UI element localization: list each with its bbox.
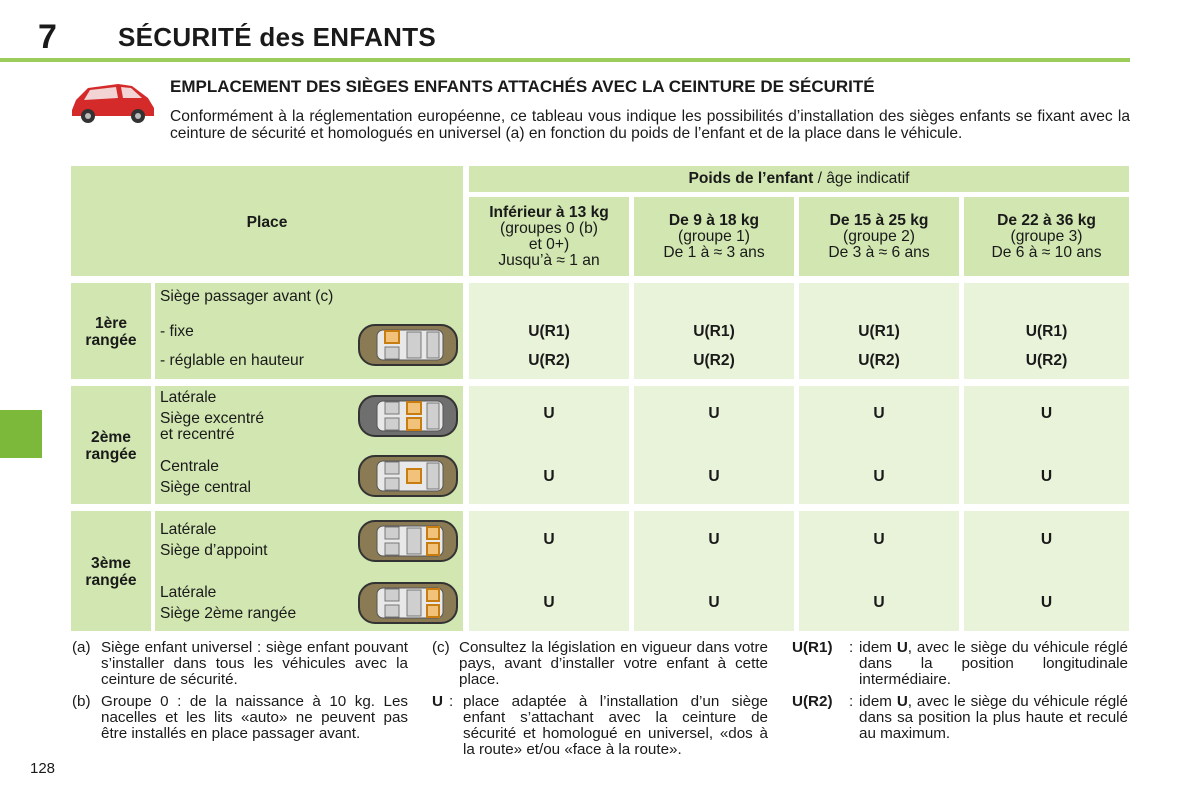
footnote-a: (a) Siège enfant universel : siège enfant pouvant s’installer dans tous les véhicules avec la ceinture de sécurité. xyxy=(72,639,408,688)
group-header-3: De 22 à 36 kg (groupe 3) De 6 à ≈ 10 ans xyxy=(964,197,1129,276)
chapter-title: SÉCURITÉ des ENFANTS xyxy=(118,22,437,52)
seat-lateral-label-2: Latérale xyxy=(160,584,217,601)
seat-diagram-row3-appoint-icon xyxy=(355,517,461,565)
value-r2a-g1: U xyxy=(708,405,720,422)
value-r2b-g3: U xyxy=(1040,468,1053,485)
row-label-cell-1 xyxy=(71,283,151,379)
value-r3a-g2: U xyxy=(873,531,885,548)
value-r1-reglable-g0: U(R2) xyxy=(528,352,570,369)
value-r2b-g0: U xyxy=(543,468,555,485)
value-cell xyxy=(634,511,794,631)
value-cell xyxy=(469,511,629,631)
value-r1-fixe-g0: U(R1) xyxy=(528,323,570,340)
value-r3b-g0: U xyxy=(543,594,555,611)
row-label-2: 2ème rangée xyxy=(85,429,137,463)
value-r3b-g2: U xyxy=(873,594,885,611)
value-r2b-g1: U xyxy=(708,468,720,485)
value-r2a-g0: U xyxy=(543,405,555,422)
value-r3b-g1: U xyxy=(708,594,720,611)
value-cell xyxy=(634,386,794,504)
footnote-b: (b) Groupe 0 : de la naissance à 10 kg. Les nacelles et les lits «auto» ne peuvent pas être installés en place passager avant. xyxy=(72,693,408,742)
seat-desc-cell-3 xyxy=(155,511,463,631)
car-icon xyxy=(66,80,158,126)
footnote-ur1: U(R1) : idem U, avec le siège du véhicule réglé dans la position longitudinale intermédiaire. xyxy=(792,639,1129,688)
value-r1-fixe-g2: U(R1) xyxy=(858,323,900,340)
section-title: EMPLACEMENT DES SIÈGES ENFANTS ATTACHÉS AVEC LA CEINTURE DE SÉCURITÉ xyxy=(170,77,875,96)
value-r3a-g0: U xyxy=(543,531,555,548)
value-r2a-g3: U xyxy=(1040,405,1053,422)
intro-paragraph: Conformément à la réglementation européenne, ce tableau vous indique les possibilités d’installation des sièges enfants se fixant avec la ceinture de sécurité et homologués en universel (a) en fonction du poids de l’enfant et de la place dans le véhicule. xyxy=(170,108,1130,142)
row-label-cell-3 xyxy=(71,511,151,631)
page-number: 128 xyxy=(30,760,56,777)
value-r3b-g3: U xyxy=(1040,594,1053,611)
value-r3a-g1: U xyxy=(708,531,720,548)
group-header-1: De 9 à 18 kg (groupe 1) De 1 à ≈ 3 ans xyxy=(634,197,794,276)
footnote-c: (c) Consultez la législation en vigueur dans votre pays, avant d’installer votre enfant à cette place. xyxy=(432,639,768,688)
value-r1-reglable-g2: U(R2) xyxy=(858,352,900,369)
seat-diagram-front-passenger-icon xyxy=(355,321,461,369)
value-r1-fixe-g1: U(R1) xyxy=(693,323,735,340)
value-cell xyxy=(964,511,1129,631)
value-r1-reglable-g3: U(R2) xyxy=(1025,352,1068,369)
seat-excentre-label: Siège excentré xyxy=(160,410,265,427)
footnote-ur2: U(R2) : idem U, avec le siège du véhicule réglé dans sa position la plus haute et reculé au maximum. xyxy=(792,693,1129,742)
footnote-u: U : place adaptée à l’installation d’un siège enfant s’attachant avec la ceinture de sécurité et homologué en universel, «dos à la route» et/ou «face à la route». xyxy=(432,693,768,758)
value-cell xyxy=(964,386,1129,504)
value-r1-reglable-g1: U(R2) xyxy=(693,352,735,369)
seat-lateral-label: Latérale xyxy=(160,521,217,538)
seat-row2-label: Siège 2ème rangée xyxy=(160,605,297,622)
value-r1-fixe-g3: U(R1) xyxy=(1025,323,1068,340)
seat-diagram-row3-row2-icon xyxy=(355,579,461,627)
value-cell xyxy=(799,386,959,504)
header-divider xyxy=(0,58,1130,62)
value-r2a-g2: U xyxy=(873,405,885,422)
seat-diagram-row2-central-icon xyxy=(355,452,461,500)
row-label-3: 3ème rangée xyxy=(85,555,137,589)
seat-centrale-label: Centrale xyxy=(160,458,219,475)
weight-header: Poids de l’enfant / âge indicatif xyxy=(688,170,910,187)
chapter-tab-marker xyxy=(0,410,42,458)
seat-diagram-row2-lateral-icon xyxy=(355,392,461,440)
option-reglable: - réglable en hauteur xyxy=(160,352,304,369)
seat-desc-cell-2 xyxy=(155,386,463,504)
seat-desc-cell-1 xyxy=(155,283,463,379)
place-header-cell xyxy=(71,166,463,276)
row-label-cell-2 xyxy=(71,386,151,504)
seat-appoint-label: Siège d’appoint xyxy=(160,542,268,559)
seat-central-label: Siège central xyxy=(160,479,252,496)
group-header-0: Inférieur à 13 kg (groupes 0 (b) et 0+) Jusqu’à ≈ 1 an xyxy=(469,197,629,276)
seat-lateral-label: Latérale xyxy=(160,389,217,406)
chapter-number: 7 xyxy=(38,18,57,56)
value-cell xyxy=(469,386,629,504)
place-header: Place xyxy=(246,214,288,231)
seat-title: Siège passager avant (c) xyxy=(160,288,334,305)
value-r3a-g3: U xyxy=(1040,531,1053,548)
group-header-2: De 15 à 25 kg (groupe 2) De 3 à ≈ 6 ans xyxy=(799,197,959,276)
option-fixe: - fixe xyxy=(160,323,194,340)
weight-header-cell xyxy=(469,166,1129,192)
row-label-1: 1ère rangée xyxy=(85,315,137,349)
value-r2b-g2: U xyxy=(873,468,885,485)
seat-recentre-label: et recentré xyxy=(160,426,235,443)
value-cell xyxy=(799,511,959,631)
